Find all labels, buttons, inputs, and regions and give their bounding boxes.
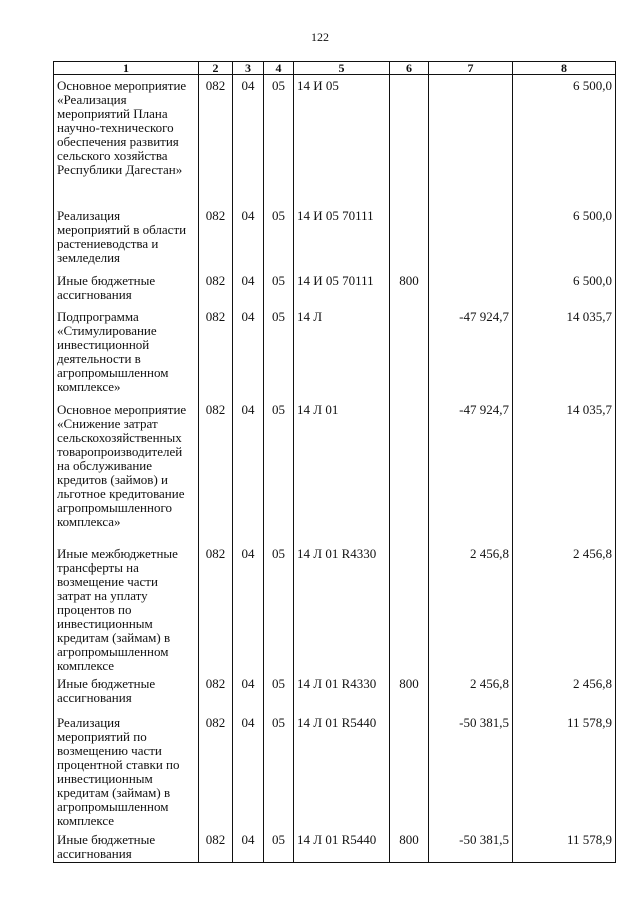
ministry-code: 082	[199, 270, 233, 306]
table-row	[54, 399, 616, 543]
section-code: 04	[233, 399, 264, 543]
target-code: 14 Л 01 R4330	[294, 673, 390, 712]
table-row	[54, 543, 616, 673]
ministry-code: 082	[199, 712, 233, 829]
section-code: 04	[233, 829, 264, 863]
section-code: 04	[233, 75, 264, 205]
change-value: -47 924,7	[429, 399, 513, 543]
subsection-code: 05	[264, 270, 294, 306]
change-value: -47 924,7	[429, 306, 513, 399]
change-value: 2 456,8	[429, 673, 513, 712]
expense-type-code: 800	[390, 829, 429, 863]
expense-type-code: 800	[390, 673, 429, 712]
row-name: Иные межбюджетные трансферты на возмещение части затрат на уплату процентов по инвестиционным кредитам (займам) в агропромышленном комплексе	[54, 543, 199, 673]
change-value: -50 381,5	[429, 712, 513, 829]
budget-table	[53, 61, 616, 863]
table-row	[54, 712, 616, 829]
amount-value: 14 035,7	[513, 306, 616, 399]
target-code: 14 И 05 70111	[294, 270, 390, 306]
target-code: 14 Л 01	[294, 399, 390, 543]
subsection-code: 05	[264, 306, 294, 399]
section-code: 04	[233, 306, 264, 399]
column-header: 8	[513, 62, 616, 75]
row-name: Иные бюджетные ассигнования	[54, 829, 199, 863]
row-name: Реализация мероприятий по возмещению части процентной ставки по инвестиционным кредитам (займам) в агропромышленном комплексе	[54, 712, 199, 829]
row-name: Иные бюджетные ассигнования	[54, 673, 199, 712]
amount-value: 2 456,8	[513, 543, 616, 673]
expense-type-code: 800	[390, 270, 429, 306]
header-row	[54, 62, 616, 75]
target-code: 14 Л 01 R5440	[294, 712, 390, 829]
ministry-code: 082	[199, 673, 233, 712]
target-code: 14 И 05	[294, 75, 390, 205]
amount-value: 11 578,9	[513, 829, 616, 863]
change-value	[429, 270, 513, 306]
amount-value: 6 500,0	[513, 75, 616, 205]
subsection-code: 05	[264, 399, 294, 543]
change-value: 2 456,8	[429, 543, 513, 673]
change-value: -50 381,5	[429, 829, 513, 863]
change-value	[429, 205, 513, 270]
ministry-code: 082	[199, 543, 233, 673]
table-row	[54, 75, 616, 205]
row-name: Подпрограмма «Стимулирование инвестиционной деятельности в агропромышленном комплексе»	[54, 306, 199, 399]
column-header: 5	[294, 62, 390, 75]
target-code: 14 Л	[294, 306, 390, 399]
target-code: 14 Л 01 R5440	[294, 829, 390, 863]
amount-value: 6 500,0	[513, 205, 616, 270]
amount-value: 6 500,0	[513, 270, 616, 306]
row-name: Иные бюджетные ассигнования	[54, 270, 199, 306]
table-row	[54, 673, 616, 712]
subsection-code: 05	[264, 829, 294, 863]
ministry-code: 082	[199, 75, 233, 205]
row-name: Реализация мероприятий в области растениеводства и земледелия	[54, 205, 199, 270]
section-code: 04	[233, 205, 264, 270]
amount-value: 14 035,7	[513, 399, 616, 543]
column-header: 6	[390, 62, 429, 75]
expense-type-code	[390, 543, 429, 673]
section-code: 04	[233, 673, 264, 712]
ministry-code: 082	[199, 829, 233, 863]
target-code: 14 Л 01 R4330	[294, 543, 390, 673]
table-row	[54, 205, 616, 270]
expense-type-code	[390, 399, 429, 543]
row-name: Основное мероприятие «Реализация мероприятий Плана научно-технического обеспечения развития сельского хозяйства Республики Дагестан»	[54, 75, 199, 205]
amount-value: 11 578,9	[513, 712, 616, 829]
subsection-code: 05	[264, 75, 294, 205]
subsection-code: 05	[264, 673, 294, 712]
section-code: 04	[233, 270, 264, 306]
column-header: 3	[233, 62, 264, 75]
subsection-code: 05	[264, 543, 294, 673]
row-name: Основное мероприятие «Снижение затрат сельскохозяйственных товаропроизводителей на обслуживание кредитов (займов) и льготное кредитование агропромышленного комплекса»	[54, 399, 199, 543]
column-header: 1	[54, 62, 199, 75]
change-value	[429, 75, 513, 205]
expense-type-code	[390, 75, 429, 205]
table-row	[54, 270, 616, 306]
ministry-code: 082	[199, 205, 233, 270]
ministry-code: 082	[199, 306, 233, 399]
subsection-code: 05	[264, 712, 294, 829]
column-header: 4	[264, 62, 294, 75]
section-code: 04	[233, 712, 264, 829]
expense-type-code	[390, 306, 429, 399]
table-row	[54, 306, 616, 399]
column-header: 2	[199, 62, 233, 75]
ministry-code: 082	[199, 399, 233, 543]
section-code: 04	[233, 543, 264, 673]
expense-type-code	[390, 205, 429, 270]
amount-value: 2 456,8	[513, 673, 616, 712]
expense-type-code	[390, 712, 429, 829]
table-row	[54, 829, 616, 863]
subsection-code: 05	[264, 205, 294, 270]
page-number: 122	[311, 30, 329, 44]
target-code: 14 И 05 70111	[294, 205, 390, 270]
column-header: 7	[429, 62, 513, 75]
